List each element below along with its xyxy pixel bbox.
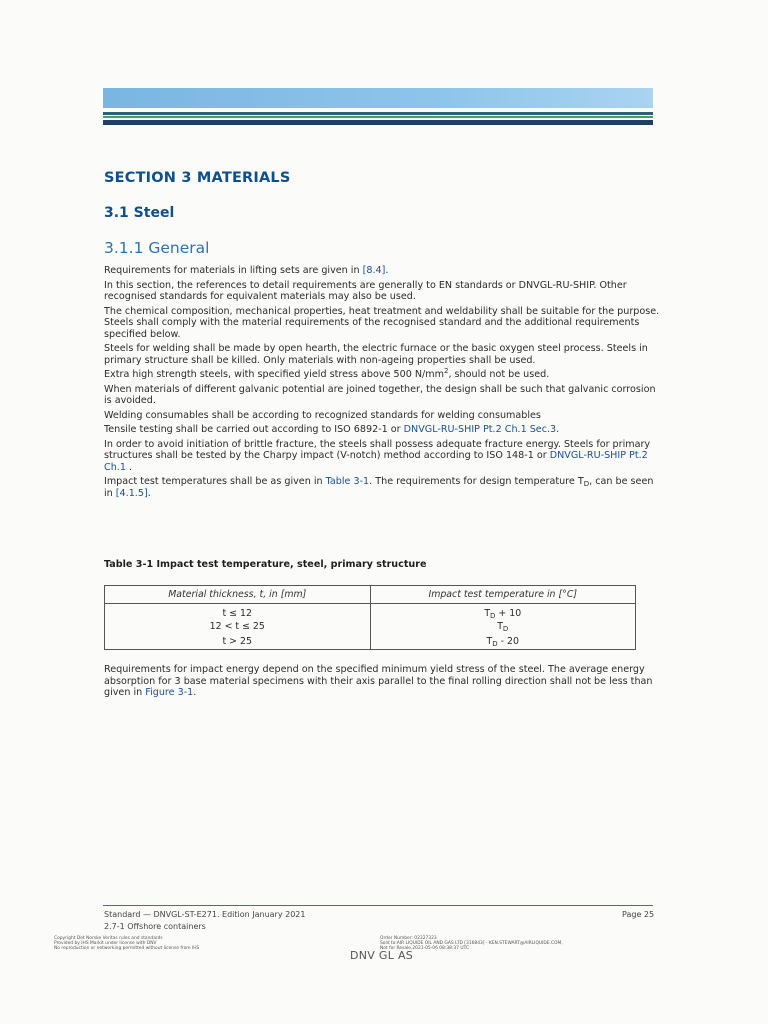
temp-offset: + 10: [495, 608, 522, 619]
ref-link-4-1-5[interactable]: [4.1.5]: [115, 487, 148, 499]
p10-text-c: , can be seen in: [104, 476, 654, 499]
p1-text: Requirements for materials in lifting sets are given in: [104, 265, 363, 276]
paragraph-3: The chemical composition, mechanical properties, heat treatment and weldability shall be suitable for the purpose. Steels shall comply with the material requirements of the recognised standard and the additional requirements specified below.: [104, 305, 660, 340]
temp-subscript: D: [502, 625, 509, 633]
cell-thickness: 12 < t ≤ 25: [105, 619, 371, 634]
subsubsection-title: 3.1.1 General: [104, 239, 210, 257]
header-thickness: Material thickness, t, in [mm]: [105, 586, 371, 604]
cell-thickness: t > 25: [105, 634, 371, 649]
cell-temperature: [370, 634, 636, 649]
p10-text-b: . The requirements for design temperature T: [369, 476, 584, 487]
header-rule-navy: [103, 120, 653, 125]
after-table-text: Requirements for impact energy depend on the specified minimum yield stress of the steel. The average energy absorption for 3 base material specimens with their axis parallel to the final rolling direction shall not be less than given in: [104, 664, 653, 698]
temp-symbol: T: [497, 621, 503, 632]
subsection-title: 3.1 Steel: [104, 205, 175, 221]
footer-standard: Standard — DNVGL-ST-E271. Edition January 2021: [104, 910, 306, 919]
footer-subtitle: 2.7-1 Offshore containers: [104, 922, 206, 931]
p10-text-a: Impact test temperatures shall be as given in: [104, 476, 326, 487]
section-body: [104, 265, 660, 502]
copyright-line: Copyright Det Norske Veritas rules and standards: [54, 936, 163, 941]
p9-text: In order to avoid initiation of brittle fracture, the steels shall possess adequate fracture energy. Steels for primary structures shall be tested by the Charpy impact (V-notch) method according to ISO 148-1 or: [104, 438, 651, 461]
order-line: Sold to:AIR LIQUIDE OIL AND GAS LTD [316843] - KEN.STEWART@AIRLIQUIDE.COM,: [380, 941, 563, 947]
ref-link-pt2-ch1-sec3[interactable]: DNVGL-RU-SHIP Pt.2 Ch.1 Sec.3: [403, 424, 557, 435]
paragraph-9: [104, 439, 660, 474]
paragraph-1: [104, 265, 660, 277]
temp-subscript: D: [490, 612, 496, 620]
footer-rule: [103, 905, 653, 906]
footer-copyright: [54, 936, 199, 952]
after-table-end: .: [193, 687, 197, 698]
p5-end: , should not be used.: [448, 369, 550, 380]
header-temperature: Impact test temperature in [°C]: [370, 586, 636, 604]
copyright-line: No reproduction or networking permitted without license from IHS: [54, 946, 200, 952]
after-table-paragraph: [104, 664, 660, 699]
temp-offset: - 20: [497, 635, 519, 647]
paragraph-10: [104, 476, 660, 499]
p10-subscript: D: [583, 480, 590, 488]
footer-logo-text: DNV GL AS: [350, 949, 414, 962]
order-line: Order Number: 02327323: [380, 936, 437, 941]
cell-temperature: [370, 604, 636, 620]
ref-link-table-3-1[interactable]: Table 3-1: [325, 476, 370, 487]
section-title: SECTION 3 MATERIALS: [104, 170, 291, 186]
p9-end: .: [125, 461, 133, 473]
table-header-row: [105, 586, 636, 604]
order-line: Not for Resale,2021-05-06 08:38:37 UTC: [380, 946, 470, 952]
footer-page-number: Page 25: [622, 910, 655, 919]
cell-temperature: [370, 619, 636, 634]
paragraph-7: Welding consumables shall be according to recognized standards for welding consumables: [104, 409, 541, 421]
paragraph-4: Steels for welding shall be made by open hearth, the electric furnace or the basic oxygen steel process. Steels in primary structure shall be killed. Only materials with non-ageing properties shall be used.: [104, 343, 648, 366]
paragraph-6: When materials of different galvanic potential are joined together, the design shall be such that galvanic corrosion is avoided.: [104, 383, 656, 406]
copyright-line: Provided by IHS Markit under license with DNV: [54, 941, 157, 947]
temp-symbol: T: [484, 608, 491, 619]
p8-text: Tensile testing shall be carried out according to ISO 6892-1 or: [104, 424, 404, 435]
p8-end: .: [556, 424, 560, 435]
ref-link-8-4[interactable]: [8.4]: [362, 265, 386, 276]
cell-thickness: t ≤ 12: [105, 604, 371, 620]
header-band: [103, 88, 653, 108]
header-rule-green: [103, 116, 653, 118]
paragraph-8: [104, 424, 660, 436]
temp-subscript: D: [492, 639, 498, 648]
p10-end: .: [147, 487, 151, 499]
paragraph-2: In this section, the references to detail requirements are generally to EN standards or DNVGL-RU-SHIP. Other recognised standards for equivalent materials may also be used.: [104, 279, 627, 302]
table-title: Table 3-1 Impact test temperature, steel, primary structure: [104, 559, 427, 570]
paragraph-5: [104, 369, 660, 381]
header-rule-dark: [103, 112, 653, 115]
ref-link-pt2-ch1[interactable]: DNVGL-RU-SHIP Pt.2 Ch.1: [104, 450, 648, 473]
table-row: [105, 634, 636, 649]
ref-link-figure-3-1[interactable]: Figure 3-1: [145, 687, 194, 698]
temp-symbol: T: [486, 635, 493, 647]
p5-superscript: 2: [443, 367, 449, 375]
p1-end: .: [385, 265, 389, 276]
table-row: [105, 604, 636, 620]
table-row: [105, 619, 636, 634]
impact-test-table: [104, 585, 636, 650]
p5-text: Extra high strength steels, with specified yield stress above 500 N/mm: [104, 369, 444, 380]
